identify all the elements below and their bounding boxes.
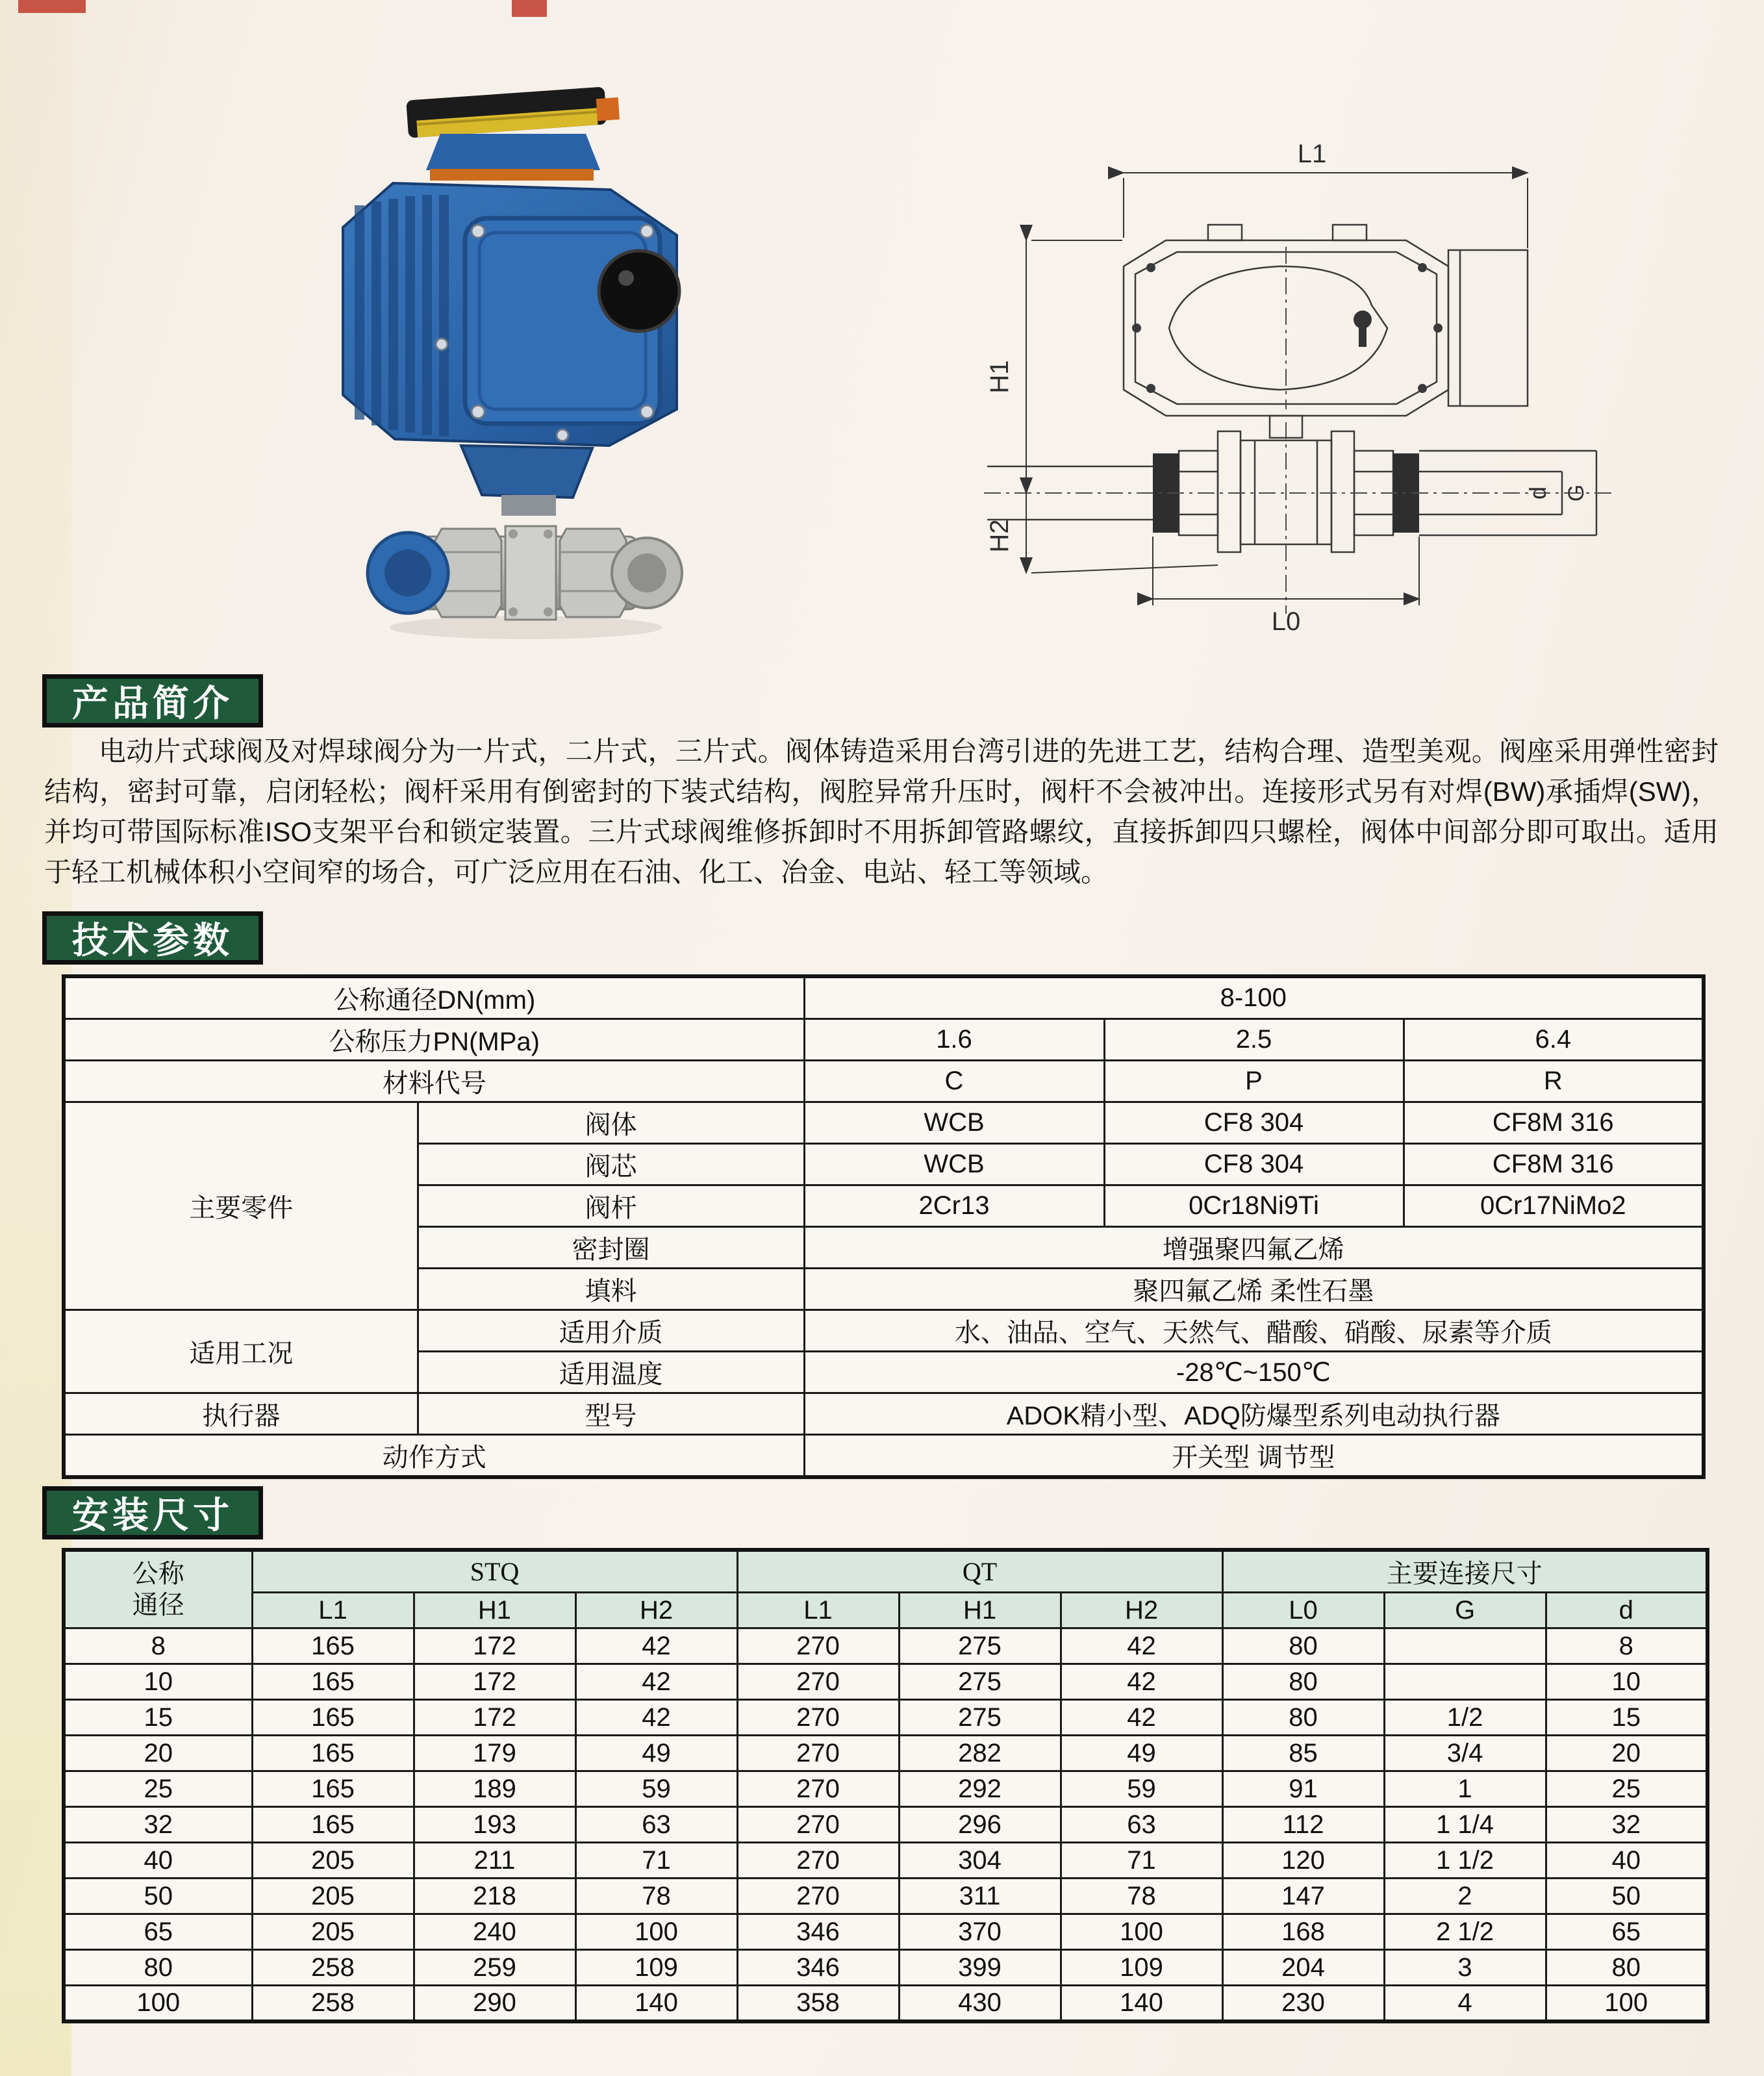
table-cell: 100 <box>575 1914 737 1950</box>
table-cell: 动作方式 <box>64 1435 804 1478</box>
table-cell: 阀杆 <box>418 1185 804 1227</box>
table-cell: 32 <box>1546 1807 1707 1843</box>
table-cell: 42 <box>575 1628 737 1664</box>
table-cell: 阀芯 <box>418 1144 804 1185</box>
table-cell: ADOK精小型、ADQ防爆型系列电动执行器 <box>804 1393 1704 1435</box>
table-cell: 0Cr18Ni9Ti <box>1104 1185 1404 1227</box>
table-cell: 适用工况 <box>64 1310 418 1393</box>
col-header-l0: L0 <box>1222 1593 1384 1628</box>
table-cell: 204 <box>1222 1950 1384 1986</box>
col-header-l1: L1 <box>737 1593 899 1628</box>
table-cell: 275 <box>899 1700 1061 1736</box>
table-cell: 358 <box>737 1986 899 2021</box>
table-cell: 材料代号 <box>64 1061 804 1102</box>
table-row <box>64 1550 1707 1593</box>
table-row <box>64 1628 1707 1664</box>
table-cell: 147 <box>1222 1879 1384 1914</box>
table-row <box>64 1736 1707 1771</box>
dim-label-h2: H2 <box>985 519 1014 553</box>
table-cell: 71 <box>1061 1843 1222 1879</box>
table-row <box>64 1393 1704 1435</box>
table-cell: 346 <box>737 1914 899 1950</box>
col-header-h1: H1 <box>899 1593 1061 1628</box>
table-cell: 开关型 调节型 <box>804 1435 1704 1478</box>
section-heading-tech <box>42 911 263 965</box>
table-cell: 304 <box>899 1843 1061 1879</box>
table-cell: 80 <box>1222 1700 1384 1736</box>
table-cell: 168 <box>1222 1914 1384 1950</box>
table-cell: 42 <box>1061 1700 1222 1736</box>
table-cell: 6.4 <box>1404 1019 1704 1061</box>
table-cell: 65 <box>64 1914 252 1950</box>
table-cell: 3/4 <box>1384 1736 1546 1771</box>
table-cell <box>1384 1664 1546 1700</box>
table-cell: 42 <box>575 1700 737 1736</box>
section-heading-install <box>42 1486 263 1539</box>
col-header-h1: H1 <box>414 1593 575 1628</box>
table-cell: 258 <box>252 1986 414 2021</box>
table-cell: 165 <box>252 1771 414 1807</box>
table-cell: 120 <box>1222 1843 1384 1879</box>
table-cell: 270 <box>737 1879 899 1914</box>
table-cell: 211 <box>414 1843 575 1879</box>
table-cell <box>1384 1628 1546 1664</box>
table-cell: 3 <box>1384 1950 1546 1986</box>
table-row <box>64 1950 1707 1986</box>
table-cell: 311 <box>899 1879 1061 1914</box>
table-cell: 270 <box>737 1843 899 1879</box>
install-table-body <box>64 1628 1707 2021</box>
table-cell: 1/2 <box>1384 1700 1546 1736</box>
table-cell: 80 <box>1546 1950 1707 1986</box>
table-cell: 59 <box>1061 1771 1222 1807</box>
table-cell: 10 <box>64 1664 252 1700</box>
intro-paragraph: 电动片式球阀及对焊球阀分为一片式，二片式，三片式。阀体铸造采用台湾引进的先进工艺，结构合理、造型美观。阀座采用弹性密封结构，密封可靠，启闭轻松；阀杆采用有倒密封的下装式结构，阀腔异常升压时，阀杆不会被冲出。连接形式另有对焊(BW)承插焊(SW)，并均可带国际标准ISO支架平台和锁定装置。三片式球阀维修拆卸时不用拆卸管路螺纹，直接拆卸四只螺栓，阀体中间部分即可取出。适用于轻工机械体积小空间窄的场合，可广泛应用在石油、化工、冶金、电站、轻工等领域。 <box>44 736 1719 887</box>
table-cell: 91 <box>1222 1771 1384 1807</box>
table-cell: 63 <box>1061 1807 1222 1843</box>
table-cell: CF8 304 <box>1104 1102 1404 1144</box>
table-cell: 275 <box>899 1664 1061 1700</box>
table-row <box>64 1664 1707 1700</box>
table-cell: 80 <box>1222 1664 1384 1700</box>
table-cell: 8-100 <box>804 976 1704 1019</box>
col-group-stq: STQ <box>252 1550 737 1593</box>
table-cell: 公称压力PN(MPa) <box>64 1019 804 1061</box>
table-cell: 370 <box>899 1914 1061 1950</box>
table-cell: 140 <box>575 1986 737 2021</box>
product-photo <box>247 71 753 656</box>
table-cell: 0Cr17NiMo2 <box>1404 1185 1704 1227</box>
section-heading-intro <box>42 674 263 728</box>
table-cell: 109 <box>1061 1950 1222 1986</box>
table-cell: 15 <box>1546 1700 1707 1736</box>
table-row <box>64 1102 1704 1144</box>
table-cell: 32 <box>64 1807 252 1843</box>
table-cell: 1 <box>1384 1771 1546 1807</box>
table-cell: 40 <box>64 1843 252 1879</box>
col-header-dn-line2: 通径 <box>132 1591 184 1619</box>
section-heading-install-label: 安装尺寸 <box>72 1495 233 1536</box>
table-cell: 205 <box>252 1879 414 1914</box>
table-cell: 258 <box>252 1950 414 1986</box>
table-cell: 25 <box>1546 1771 1707 1807</box>
table-cell: 50 <box>64 1879 252 1914</box>
table-cell: 165 <box>252 1807 414 1843</box>
table-cell: 296 <box>899 1807 1061 1843</box>
table-cell: 270 <box>737 1807 899 1843</box>
table-cell: 230 <box>1222 1986 1384 2021</box>
table-cell: 172 <box>414 1700 575 1736</box>
table-cell: P <box>1104 1061 1404 1102</box>
table-row <box>64 1061 1704 1102</box>
table-cell: 阀体 <box>418 1102 804 1144</box>
table-cell: 189 <box>414 1771 575 1807</box>
actuator-handle <box>406 86 620 138</box>
table-cell: 2Cr13 <box>804 1185 1104 1227</box>
table-cell: 218 <box>414 1879 575 1914</box>
table-cell: 270 <box>737 1736 899 1771</box>
table-cell: 100 <box>64 1986 252 2021</box>
table-cell: 8 <box>1546 1628 1707 1664</box>
table-cell: R <box>1404 1061 1704 1102</box>
table-cell: 71 <box>575 1843 737 1879</box>
col-header-h2: H2 <box>1061 1593 1222 1628</box>
table-cell: 346 <box>737 1950 899 1986</box>
table-row <box>64 1879 1707 1914</box>
table-cell: 270 <box>737 1628 899 1664</box>
table-cell: 50 <box>1546 1879 1707 1914</box>
table-cell: CF8M 316 <box>1404 1144 1704 1185</box>
table-cell: 290 <box>414 1986 575 2021</box>
table-cell: CF8 304 <box>1104 1144 1404 1185</box>
table-row <box>64 1914 1707 1950</box>
table-row <box>64 1843 1707 1879</box>
table-row <box>64 1310 1704 1352</box>
table-cell: 100 <box>1546 1986 1707 2021</box>
table-cell: 42 <box>1061 1628 1222 1664</box>
table-cell: 205 <box>252 1843 414 1879</box>
col-header-l1: L1 <box>252 1593 414 1628</box>
table-cell: 179 <box>414 1736 575 1771</box>
dim-label-l0: L0 <box>1271 607 1301 636</box>
table-row <box>64 1807 1707 1843</box>
table-cell: 140 <box>1061 1986 1222 2021</box>
table-cell: 4 <box>1384 1986 1546 2021</box>
table-cell: 282 <box>899 1736 1061 1771</box>
table-cell: 165 <box>252 1700 414 1736</box>
table-cell: 78 <box>575 1879 737 1914</box>
table-cell: 109 <box>575 1950 737 1986</box>
table-cell: 执行器 <box>64 1393 418 1435</box>
table-cell: 112 <box>1222 1807 1384 1843</box>
table-row <box>64 1593 1707 1628</box>
table-cell: 80 <box>1222 1628 1384 1664</box>
install-dims-table <box>62 1548 1709 2023</box>
table-cell: 85 <box>1222 1736 1384 1771</box>
table-cell: 42 <box>575 1664 737 1700</box>
table-cell: 25 <box>64 1771 252 1807</box>
table-cell: 63 <box>575 1807 737 1843</box>
table-cell: 78 <box>1061 1879 1222 1914</box>
table-cell <box>64 1550 252 1628</box>
table-cell: -28℃~150℃ <box>804 1352 1704 1393</box>
table-cell: 水、油品、空气、天然气、醋酸、硝酸、尿素等介质 <box>804 1310 1704 1352</box>
tech-params-table <box>62 974 1706 1479</box>
table-cell: 172 <box>414 1664 575 1700</box>
dim-label-g: G <box>1564 484 1589 502</box>
col-group-qt: QT <box>737 1550 1222 1593</box>
table-cell: 275 <box>899 1628 1061 1664</box>
table-cell: 主要零件 <box>64 1102 418 1310</box>
col-header-h2: H2 <box>575 1593 737 1628</box>
dim-label-d: d <box>1524 486 1551 500</box>
table-row <box>64 1700 1707 1736</box>
table-cell: 10 <box>1546 1664 1707 1700</box>
table-cell: 65 <box>1546 1914 1707 1950</box>
table-cell: 193 <box>414 1807 575 1843</box>
table-row <box>64 1771 1707 1807</box>
table-cell: 42 <box>1061 1664 1222 1700</box>
print-artifact <box>18 0 86 13</box>
table-cell: 15 <box>64 1700 252 1736</box>
table-cell: 40 <box>1546 1843 1707 1879</box>
table-cell: CF8M 316 <box>1404 1102 1704 1144</box>
table-cell: 填料 <box>418 1269 804 1310</box>
table-row <box>64 976 1704 1019</box>
table-cell: 1 1/2 <box>1384 1843 1546 1879</box>
table-cell: 205 <box>252 1914 414 1950</box>
table-cell: 1.6 <box>804 1019 1104 1061</box>
table-cell: 聚四氟乙烯 柔性石墨 <box>804 1269 1704 1310</box>
table-cell: 80 <box>64 1950 252 1986</box>
table-cell: WCB <box>804 1144 1104 1185</box>
table-cell: 适用介质 <box>418 1310 804 1352</box>
section-heading-intro-label: 产品简介 <box>72 683 233 724</box>
table-cell: 增强聚四氟乙烯 <box>804 1227 1704 1269</box>
table-cell: 165 <box>252 1664 414 1700</box>
table-cell: 430 <box>899 1986 1061 2021</box>
table-cell: 270 <box>737 1664 899 1700</box>
table-cell: 1 1/4 <box>1384 1807 1546 1843</box>
table-cell: 20 <box>1546 1736 1707 1771</box>
table-cell: 密封圈 <box>418 1227 804 1269</box>
table-cell: 270 <box>737 1771 899 1807</box>
table-cell: WCB <box>804 1102 1104 1144</box>
table-cell: 59 <box>575 1771 737 1807</box>
table-cell: 8 <box>64 1628 252 1664</box>
col-group-conn: 主要连接尺寸 <box>1222 1550 1707 1593</box>
dim-label-l1: L1 <box>1297 140 1327 168</box>
actuator-knob <box>599 251 679 331</box>
ball-valve <box>368 526 682 620</box>
table-cell: 165 <box>252 1628 414 1664</box>
col-header-g: G <box>1384 1593 1546 1628</box>
table-cell: 270 <box>737 1700 899 1736</box>
section-heading-tech-label: 技术参数 <box>72 920 233 961</box>
table-cell: 适用温度 <box>418 1352 804 1393</box>
col-header-dn-line1: 公称 <box>132 1560 184 1588</box>
table-cell: 2 <box>1384 1879 1546 1914</box>
col-header-d: d <box>1546 1593 1707 1628</box>
table-cell: 2.5 <box>1104 1019 1404 1061</box>
table-cell: 100 <box>1061 1914 1222 1950</box>
table-row <box>64 1019 1704 1061</box>
table-row <box>64 1435 1704 1478</box>
table-cell: 20 <box>64 1736 252 1771</box>
table-cell: 49 <box>1061 1736 1222 1771</box>
table-cell: 165 <box>252 1736 414 1771</box>
table-cell: 240 <box>414 1914 575 1950</box>
table-cell: C <box>804 1061 1104 1102</box>
table-cell: 2 1/2 <box>1384 1914 1546 1950</box>
dim-label-h1: H1 <box>985 360 1014 394</box>
table-cell: 49 <box>575 1736 737 1771</box>
table-cell: 259 <box>414 1950 575 1986</box>
table-cell: 公称通径DN(mm) <box>64 976 804 1019</box>
dimension-drawing <box>974 110 1624 650</box>
table-row <box>64 1986 1707 2021</box>
table-cell: 型号 <box>418 1393 804 1435</box>
table-cell: 172 <box>414 1628 575 1664</box>
print-artifact <box>512 0 547 17</box>
table-cell: 292 <box>899 1771 1061 1807</box>
table-cell: 399 <box>899 1950 1061 1986</box>
